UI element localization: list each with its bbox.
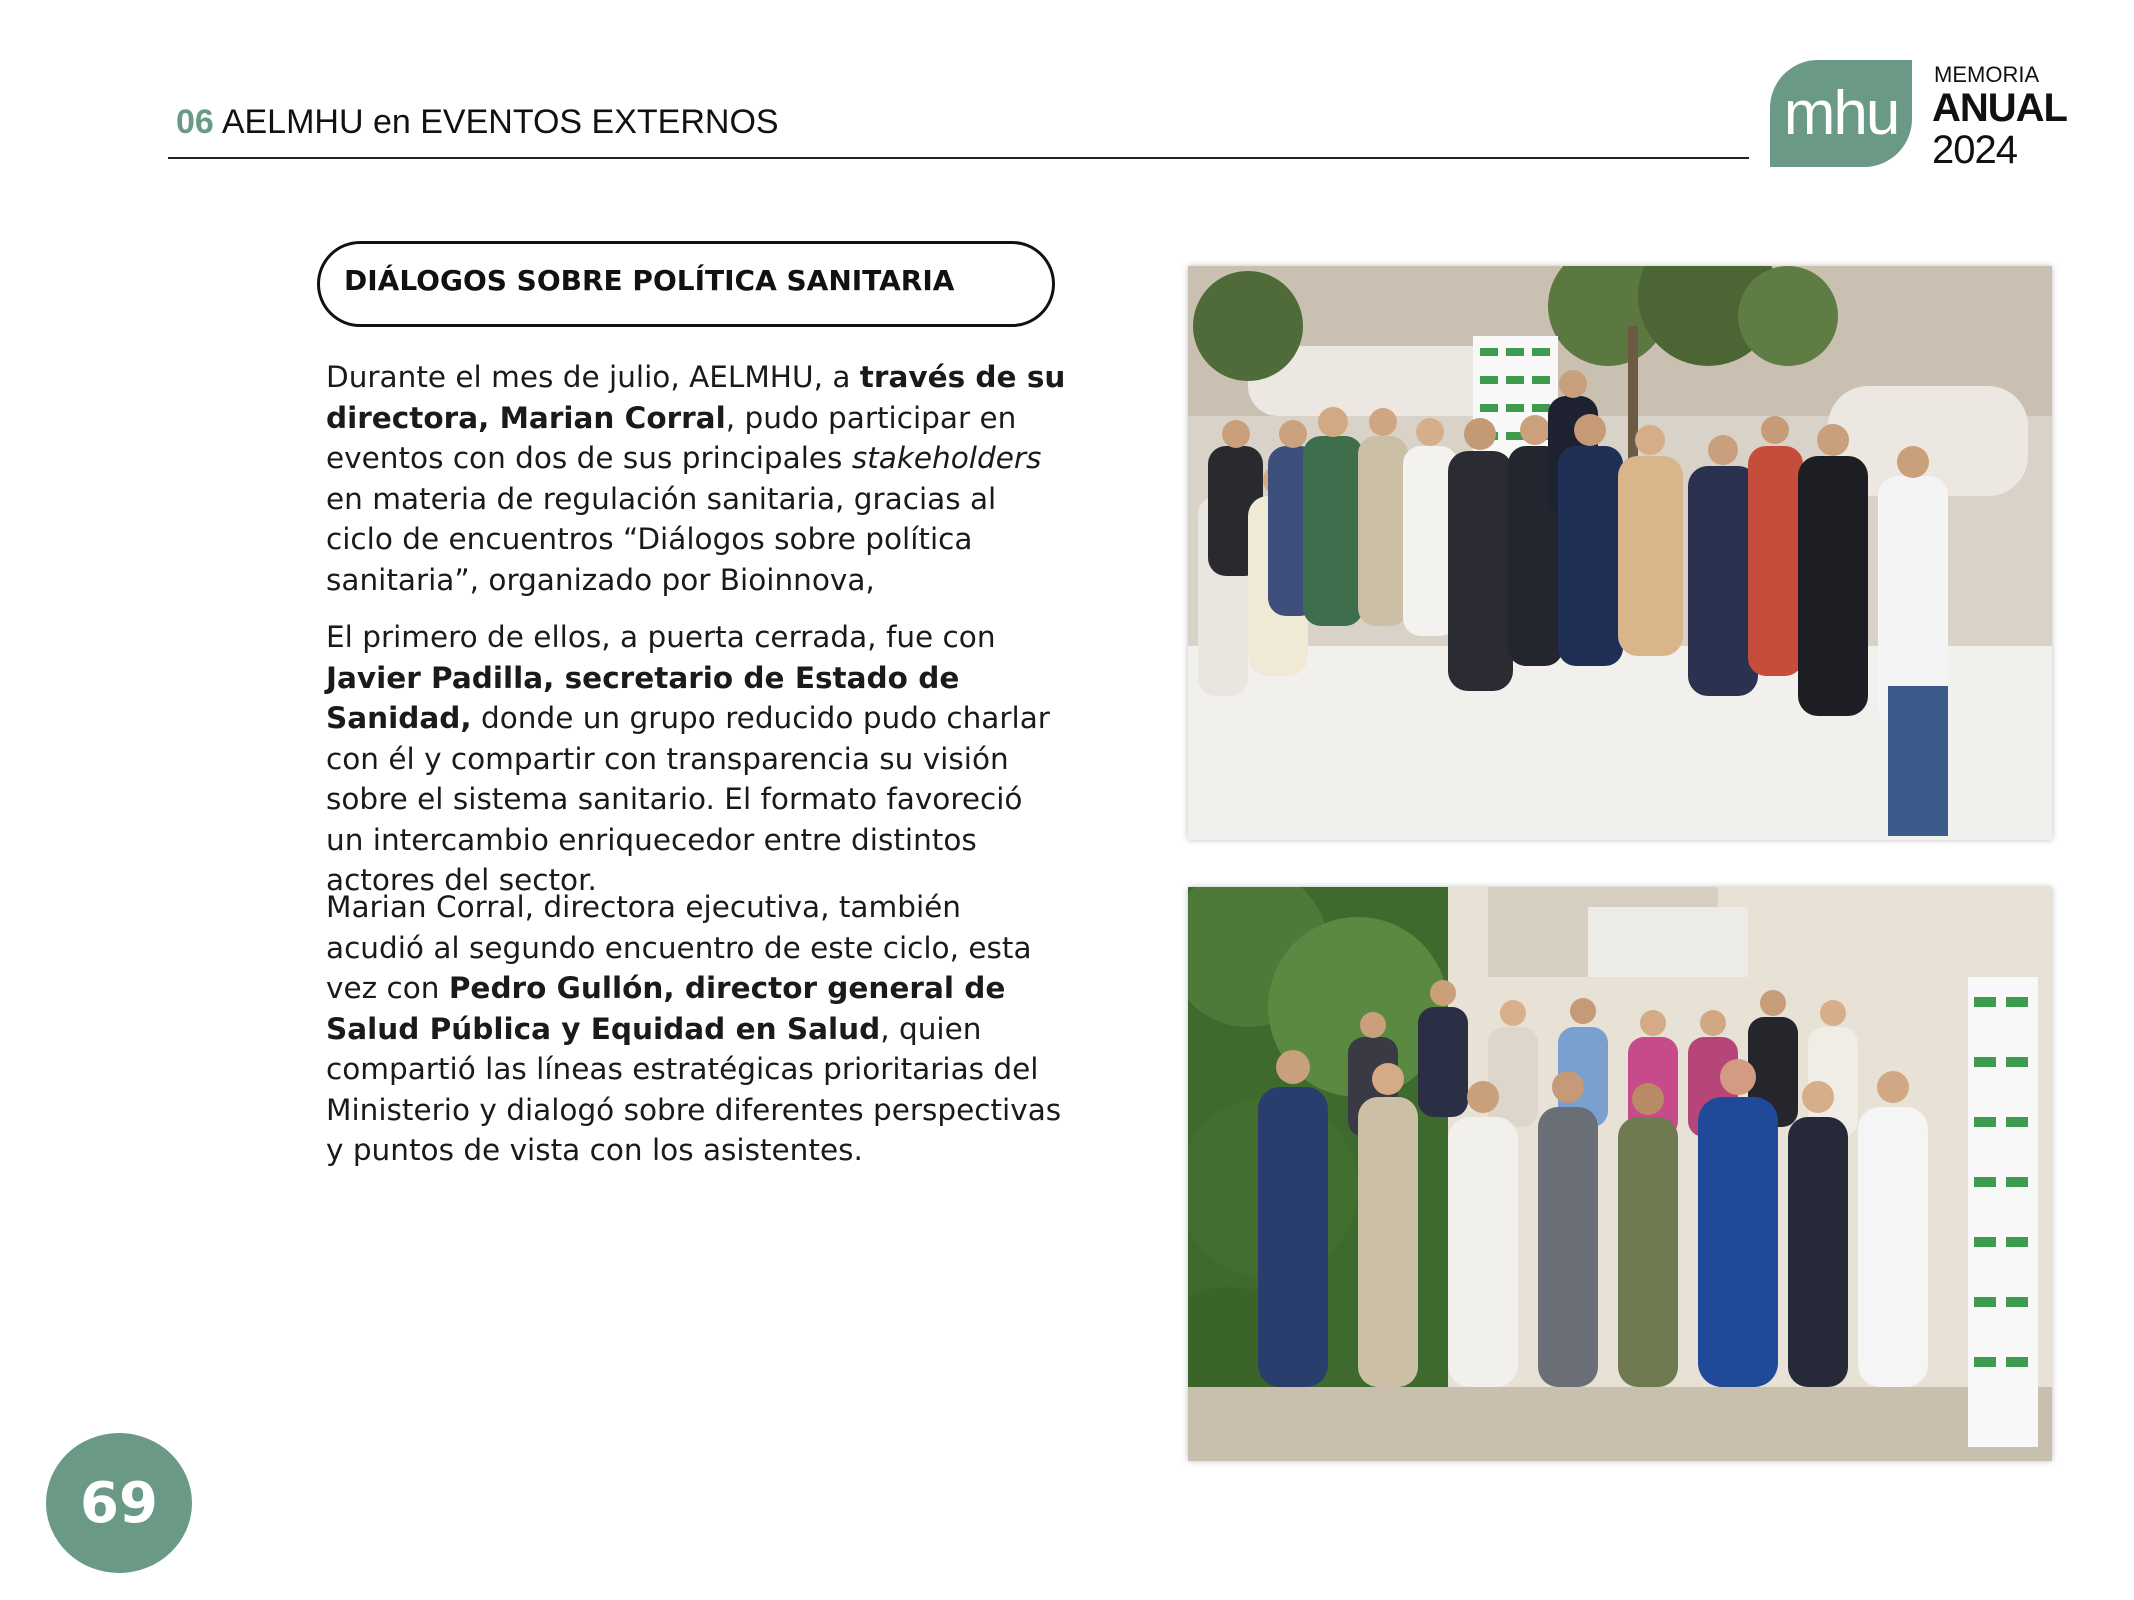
p1-bold-1: través de su directora, Marian Corral	[326, 360, 1066, 435]
paragraph-2	[326, 617, 1066, 901]
group-photo-terrace	[1188, 887, 2052, 1461]
brand-logo	[1770, 60, 1912, 167]
p3-bold-1: Pedro Gullón, director general de Salud Pública y Equidad en Salud	[326, 971, 1006, 1046]
paragraph-3	[326, 887, 1066, 1171]
page-number: 69	[80, 1470, 158, 1536]
p1-text-3: en materia de regulación sanitaria, gracias al ciclo de encuentros “Diálogos sobre política sanitaria”, organizado por Bioinnova,	[326, 481, 997, 597]
p1-text-1: Durante el mes de julio, AELMHU, a	[326, 360, 860, 394]
p2-text-2: donde un grupo reducido pudo charlar con él y compartir con transparencia su visión sobre el sistema sanitario. El formato favoreció un intercambio enriquecedor entre distintos actores del sector.	[326, 701, 1050, 897]
brand-anual: ANUAL	[1932, 86, 2067, 130]
p2-bold-1: Javier Padilla, secretario de Estado de Sanidad,	[326, 660, 960, 735]
p1-italic-1: stakeholders	[851, 441, 1042, 475]
section-header	[176, 103, 779, 142]
p2-text-1: El primero de ellos, a puerta cerrada, fue con	[326, 620, 996, 654]
header-divider	[168, 157, 1749, 159]
event-photo-2	[1188, 887, 2052, 1461]
p1-text-2: , pudo participar en eventos con dos de sus principales	[326, 400, 1017, 475]
paragraph-1	[326, 357, 1066, 600]
group-photo-atrium	[1188, 266, 2052, 840]
page-number-badge	[46, 1433, 192, 1573]
brand-memoria: MEMORIA	[1934, 62, 2040, 87]
brand-year: 2024	[1932, 128, 2017, 172]
p3-text-2: , quien compartió las líneas estratégicas prioritarias del Ministerio y dialogó sobre diferentes perspectivas y puntos de vista con los asistentes.	[326, 1011, 1062, 1167]
section-title: AELMHU en EVENTOS EXTERNOS	[221, 103, 779, 141]
section-number: 06	[176, 103, 214, 141]
logo-text: mhu	[1783, 78, 1899, 148]
p3-text-1: Marian Corral, directora ejecutiva, también acudió al segundo encuentro de este ciclo, esta vez con	[326, 890, 1032, 1005]
section-heading: DIÁLOGOS SOBRE POLÍTICA SANITARIA	[317, 241, 1055, 327]
event-photo-1	[1188, 266, 2052, 840]
